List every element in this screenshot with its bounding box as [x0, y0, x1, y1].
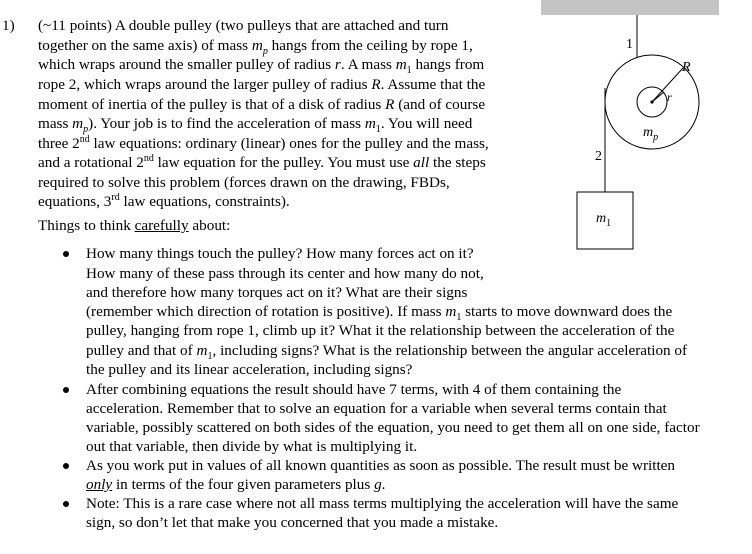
rope-1-label: 1	[626, 37, 633, 52]
math-sub: 1	[207, 351, 213, 363]
intro-text: . A mass	[340, 56, 396, 73]
math-var: m	[72, 115, 84, 132]
bullet-text: out that variable, then divide by what is multiplying it.	[86, 438, 418, 455]
intro-text: and a rotational 2	[38, 154, 144, 171]
bullet-text: pulley and that of	[86, 342, 197, 359]
intro-text: rope 2, which wraps around the larger pulley of radius	[38, 76, 372, 93]
bullet-text: the pulley and its linear acceleration, including signs?	[86, 361, 413, 378]
ordinal-suffix: rd	[111, 191, 120, 203]
ceiling	[541, 0, 719, 15]
rope-2-label: 2	[595, 149, 602, 164]
big-radius-label: R	[682, 60, 691, 75]
emphasis: g	[374, 476, 382, 493]
emphasis: only	[86, 476, 113, 493]
axle	[650, 100, 653, 103]
things-pre: Things to think	[38, 217, 135, 234]
pulley-mass-sub: p	[653, 132, 659, 143]
bullet-text: How many of these pass through its center and how many do not,	[86, 265, 484, 282]
bullet-text: After combining equations the result should have 7 terms, with 4 of them containing the	[86, 381, 622, 398]
pulley-mass-var: m	[643, 125, 654, 140]
bullet-text: (remember which direction of rotation is positive). If mass	[86, 303, 446, 320]
bullet-text: As you work put in values of all known quantities as soon as possible. The result must be written	[86, 457, 676, 474]
ordinal-suffix: nd	[79, 133, 90, 145]
bullet-text: How many things touch the pulley? How many forces act on it?	[86, 245, 474, 262]
intro-text: ). Your job is to find the acceleration of mass	[88, 115, 365, 132]
bullet-text: , including signs? What is the relationship between the angular acceleration of	[212, 342, 688, 359]
intro-text: (and of course	[394, 96, 486, 113]
intro-text: . Assume that the	[380, 76, 486, 93]
intro-text: equations, 3	[38, 193, 112, 210]
intro-text: moment of inertia of the pulley is that of a disk of radius	[38, 96, 386, 113]
intro-text: . You will need	[380, 115, 473, 132]
small-radius-label: r	[667, 90, 672, 104]
intro-text: law equations, constraints).	[119, 193, 290, 210]
math-sub: p	[262, 46, 268, 58]
bullet-text: variable, possibly scattered on both sides of the equation, you need to get them all on one side, factor	[86, 419, 700, 436]
bullet-text: in terms of the four given parameters plus	[112, 476, 375, 493]
math-var: m	[251, 37, 263, 54]
intro-text: the steps	[429, 154, 486, 171]
math-var: R	[385, 96, 395, 113]
intro-text: required to solve this problem (forces drawn on the drawing, FBDs,	[38, 174, 450, 191]
intro-text: mass	[38, 115, 73, 132]
math-sub: p	[83, 124, 89, 136]
problem-number: 1)	[2, 17, 15, 34]
emphasis: all	[413, 154, 430, 171]
math-var: m	[445, 303, 457, 320]
math-var: r	[334, 56, 341, 73]
block-mass-var: m	[596, 211, 607, 226]
math-var: m	[395, 56, 407, 73]
math-var: m	[196, 342, 208, 359]
intro-text: three 2	[38, 135, 80, 152]
things-underlined-word: carefully	[134, 217, 189, 234]
intro-text: which wraps around the smaller pulley of radius	[38, 56, 335, 73]
intro-text: law equation for the pulley. You must use	[153, 154, 414, 171]
intro-text: together on the same axis) of mass	[38, 37, 252, 54]
ordinal-suffix: nd	[143, 152, 154, 164]
bullet-text: acceleration. Remember that to solve an equation for a variable when several terms contain that	[86, 400, 667, 417]
math-var: R	[371, 76, 381, 93]
math-sub: 1	[375, 124, 381, 136]
bullet-text: .	[381, 476, 386, 493]
things-post: about:	[188, 217, 231, 234]
bullet-text: Note: This is a rare case where not all mass terms multiplying the acceleration will have the same	[86, 495, 679, 512]
intro-text: law equations: ordinary (linear) ones for the pulley and the mass,	[89, 135, 489, 152]
block-mass-sub: 1	[606, 218, 612, 229]
intro-text: (~11 points) A double pulley (two pulleys that are attached and turn	[38, 17, 449, 34]
bullet-text: starts to move downward does the	[461, 303, 673, 320]
math-var: m	[364, 115, 376, 132]
bullet-text: sign, so don’t let that make you concerned that you made a mistake.	[86, 514, 499, 531]
intro-text: hangs from the ceiling by rope 1,	[267, 37, 473, 54]
bullet-text: pulley, hanging from rope 1, climb up it? What it the relationship between the acceleration of the	[86, 322, 675, 339]
math-sub: 1	[406, 65, 412, 77]
math-sub: 1	[456, 312, 462, 324]
bullet-text: and therefore how many torques act on it? What are their signs	[86, 284, 468, 301]
intro-text: hangs from	[411, 56, 485, 73]
